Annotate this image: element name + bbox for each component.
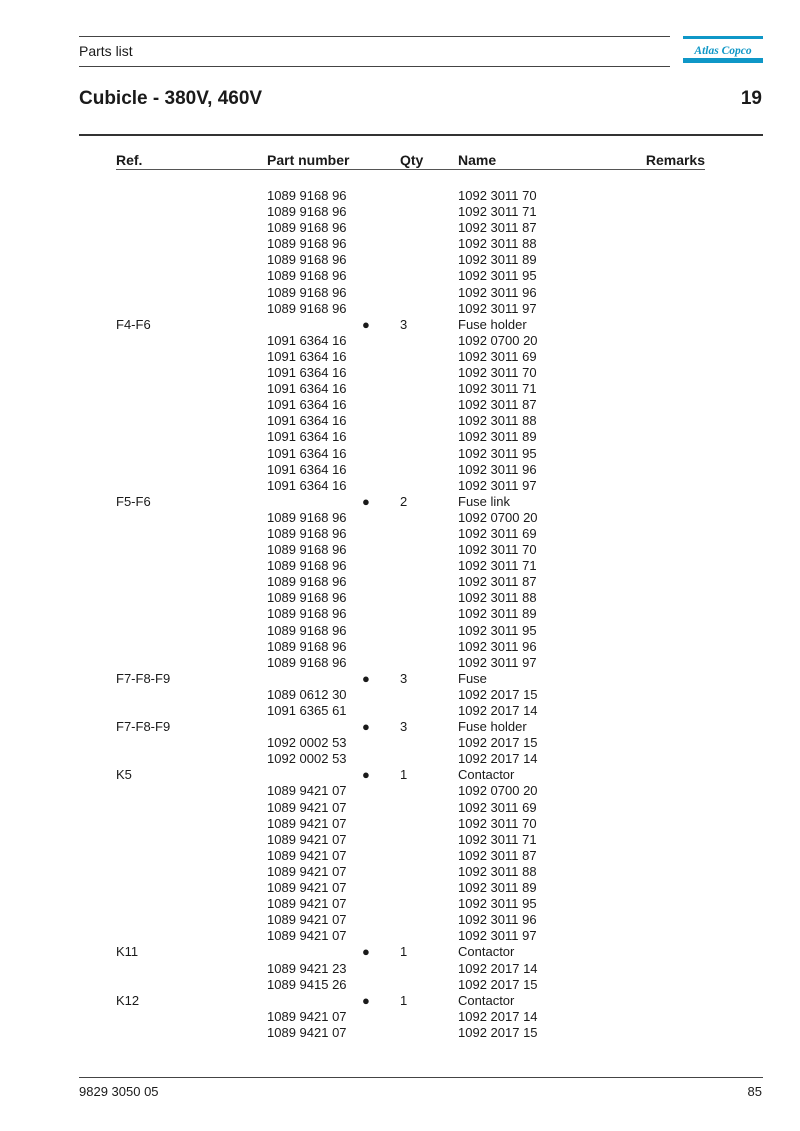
name-cell: 1092 3011 88 xyxy=(458,590,537,606)
table-row xyxy=(0,977,800,993)
name-cell: 1092 3011 89 xyxy=(458,429,537,445)
footer-doc-number: 9829 3050 05 xyxy=(79,1084,159,1099)
table-row xyxy=(0,446,800,462)
name-cell: 1092 3011 95 xyxy=(458,445,537,461)
table-row xyxy=(0,526,800,542)
ref-cell: F7-F8-F9 xyxy=(116,670,171,686)
table-row xyxy=(0,1025,800,1041)
bullet-cell: ● xyxy=(362,493,370,509)
qty-cell: 3 xyxy=(400,670,408,686)
table-row xyxy=(0,848,800,864)
qty-cell: 1 xyxy=(400,767,408,783)
table-row xyxy=(0,236,800,252)
part-number-cell: 1089 9421 07 xyxy=(267,912,347,928)
name-cell: 1092 3011 97 xyxy=(458,928,537,944)
name-cell: Fuse xyxy=(458,670,487,686)
table-row xyxy=(0,751,800,767)
part-number-cell: 1089 9421 23 xyxy=(267,960,347,976)
part-number-cell: 1091 6364 16 xyxy=(267,461,347,477)
ref-cell: K11 xyxy=(116,944,139,960)
bullet-cell: ● xyxy=(362,670,370,686)
part-number-cell: 1089 9168 96 xyxy=(267,509,347,525)
table-row xyxy=(0,671,800,687)
column-header-name: Name xyxy=(458,152,497,168)
name-cell: 1092 2017 14 xyxy=(458,1008,538,1024)
table-row xyxy=(0,381,800,397)
ref-cell: F5-F6 xyxy=(116,493,151,509)
name-cell: 1092 3011 87 xyxy=(458,397,537,413)
brand-wordmark: Atlas Copco xyxy=(694,45,752,57)
table-row xyxy=(0,687,800,703)
table-row xyxy=(0,542,800,558)
part-number-cell: 1089 9168 96 xyxy=(267,204,347,220)
name-cell: 1092 3011 70 xyxy=(458,815,537,831)
part-number-cell: 1089 9421 07 xyxy=(267,783,347,799)
name-cell: 1092 2017 15 xyxy=(458,976,538,992)
table-row xyxy=(0,462,800,478)
bullet-cell: ● xyxy=(362,719,370,735)
name-cell: 1092 3011 97 xyxy=(458,477,537,493)
name-cell: 1092 3011 71 xyxy=(458,204,537,220)
bullet-cell: ● xyxy=(362,944,370,960)
table-row xyxy=(0,317,800,333)
bullet-cell: ● xyxy=(362,767,370,783)
part-number-cell: 1089 9168 96 xyxy=(267,558,347,574)
column-header-part-number: Part number xyxy=(267,152,350,168)
table-row xyxy=(0,896,800,912)
part-number-cell: 1089 9421 07 xyxy=(267,831,347,847)
name-cell: 1092 0700 20 xyxy=(458,332,538,348)
name-cell: 1092 3011 69 xyxy=(458,525,537,541)
name-cell: 1092 3011 89 xyxy=(458,880,537,896)
table-row xyxy=(0,961,800,977)
name-cell: 1092 3011 87 xyxy=(458,220,537,236)
table-row xyxy=(0,558,800,574)
table-row xyxy=(0,188,800,204)
table-row xyxy=(0,204,800,220)
ref-cell: F4-F6 xyxy=(116,316,151,332)
part-number-cell: 1089 9421 07 xyxy=(267,880,347,896)
part-number-cell: 1089 9168 96 xyxy=(267,542,347,558)
name-cell: 1092 3011 97 xyxy=(458,300,537,316)
part-number-cell: 1089 9421 07 xyxy=(267,1024,347,1040)
ref-cell: K5 xyxy=(116,767,132,783)
header-rule-bottom xyxy=(79,66,670,67)
table-row xyxy=(0,623,800,639)
name-cell: 1092 3011 97 xyxy=(458,654,537,670)
table-row xyxy=(0,285,800,301)
footer-page-number: 85 xyxy=(747,1084,762,1099)
name-cell: 1092 3011 70 xyxy=(458,365,537,381)
qty-cell: 1 xyxy=(400,992,408,1008)
part-number-cell: 1091 6364 16 xyxy=(267,365,347,381)
name-cell: Contactor xyxy=(458,944,515,960)
table-row xyxy=(0,832,800,848)
qty-cell: 1 xyxy=(400,944,408,960)
table-row xyxy=(0,783,800,799)
name-cell: 1092 3011 96 xyxy=(458,912,537,928)
name-cell: 1092 2017 15 xyxy=(458,686,538,702)
name-cell: Fuse link xyxy=(458,493,511,509)
part-number-cell: 1089 9421 07 xyxy=(267,799,347,815)
part-number-cell: 1089 9168 96 xyxy=(267,300,347,316)
part-number-cell: 1089 9168 96 xyxy=(267,284,347,300)
qty-cell: 3 xyxy=(400,316,408,332)
name-cell: 1092 3011 88 xyxy=(458,413,537,429)
name-cell: 1092 3011 88 xyxy=(458,236,537,252)
table-row xyxy=(0,349,800,365)
part-number-cell: 1089 9168 96 xyxy=(267,606,347,622)
part-number-cell: 1089 9168 96 xyxy=(267,525,347,541)
qty-cell: 3 xyxy=(400,719,408,735)
name-cell: 1092 2017 15 xyxy=(458,735,538,751)
header-rule-top xyxy=(79,36,670,37)
table-row xyxy=(0,478,800,494)
name-cell: Fuse holder xyxy=(458,316,527,332)
name-cell: 1092 3011 71 xyxy=(458,381,537,397)
column-header-ref: Ref. xyxy=(116,152,143,168)
table-row xyxy=(0,301,800,317)
name-cell: Fuse holder xyxy=(458,719,527,735)
table-row xyxy=(0,719,800,735)
name-cell: 1092 3011 71 xyxy=(458,558,537,574)
part-number-cell: 1089 9168 96 xyxy=(267,236,347,252)
name-cell: 1092 3011 69 xyxy=(458,348,537,364)
table-row xyxy=(0,494,800,510)
part-number-cell: 1089 9421 07 xyxy=(267,928,347,944)
title-rule xyxy=(79,134,763,136)
part-number-cell: 1089 0612 30 xyxy=(267,686,347,702)
part-number-cell: 1091 6364 16 xyxy=(267,413,347,429)
name-cell: Contactor xyxy=(458,767,515,783)
table-row xyxy=(0,655,800,671)
name-cell: 1092 2017 14 xyxy=(458,703,538,718)
part-number-cell: 1092 0002 53 xyxy=(267,751,347,767)
name-cell: 1092 3011 95 xyxy=(458,896,537,912)
part-number-cell: 1091 6364 16 xyxy=(267,381,347,397)
name-cell: 1092 3011 87 xyxy=(458,847,537,863)
name-cell: 1092 3011 96 xyxy=(458,284,537,300)
bullet-cell: ● xyxy=(362,992,370,1008)
part-number-cell: 1091 6364 16 xyxy=(267,429,347,445)
table-row xyxy=(0,413,800,429)
name-cell: 1092 2017 14 xyxy=(458,751,538,767)
table-row xyxy=(0,268,800,284)
table-row xyxy=(0,429,800,445)
name-cell: 1092 2017 15 xyxy=(458,1024,538,1040)
part-number-cell: 1089 9168 96 xyxy=(267,638,347,654)
part-number-cell: 1089 9168 96 xyxy=(267,654,347,670)
name-cell: 1092 3011 70 xyxy=(458,542,537,558)
table-row xyxy=(0,912,800,928)
column-header-rule xyxy=(116,169,705,170)
part-number-cell: 1089 9421 07 xyxy=(267,847,347,863)
table-row xyxy=(0,365,800,381)
table-row xyxy=(0,333,800,349)
name-cell: 1092 3011 96 xyxy=(458,461,537,477)
part-number-cell: 1089 9168 96 xyxy=(267,590,347,606)
part-number-cell: 1089 9168 96 xyxy=(267,220,347,236)
name-cell: Contactor xyxy=(458,992,515,1008)
qty-cell: 2 xyxy=(400,493,408,509)
table-row xyxy=(0,928,800,944)
name-cell: 1092 3011 89 xyxy=(458,606,537,622)
part-number-cell: 1089 9421 07 xyxy=(267,896,347,912)
page-title: Cubicle - 380V, 460V xyxy=(79,88,263,109)
table-row xyxy=(0,1009,800,1025)
name-cell: 1092 3011 95 xyxy=(458,622,537,638)
footer-rule xyxy=(79,1077,763,1078)
parts-table xyxy=(0,188,800,1041)
table-row xyxy=(0,864,800,880)
name-cell: 1092 0700 20 xyxy=(458,509,538,525)
part-number-cell: 1089 9168 96 xyxy=(267,252,347,268)
table-row xyxy=(0,574,800,590)
table-row xyxy=(0,800,800,816)
table-row xyxy=(0,735,800,751)
bullet-cell: ● xyxy=(362,316,370,332)
part-number-cell: 1091 6364 16 xyxy=(267,477,347,493)
name-cell: 1092 3011 89 xyxy=(458,252,537,268)
part-number-cell: 1091 6364 16 xyxy=(267,348,347,364)
column-header-remarks: Remarks xyxy=(645,152,705,168)
table-row xyxy=(0,816,800,832)
part-number-cell: 1091 6364 16 xyxy=(267,445,347,461)
part-number-cell: 1089 9168 96 xyxy=(267,574,347,590)
section-number: 19 xyxy=(740,88,762,109)
table-row xyxy=(0,639,800,655)
part-number-cell: 1089 9168 96 xyxy=(267,188,347,203)
name-cell: 1092 3011 88 xyxy=(458,863,537,879)
atlas-copco-logo xyxy=(683,36,763,66)
table-row xyxy=(0,590,800,606)
table-row xyxy=(0,606,800,622)
ref-cell: K12 xyxy=(116,992,140,1008)
table-row xyxy=(0,397,800,413)
table-row xyxy=(0,944,800,960)
part-number-cell: 1089 9168 96 xyxy=(267,622,347,638)
name-cell: 1092 3011 70 xyxy=(458,188,537,203)
part-number-cell: 1089 9421 07 xyxy=(267,1008,347,1024)
part-number-cell: 1091 6365 61 xyxy=(267,703,347,718)
name-cell: 1092 3011 96 xyxy=(458,638,537,654)
table-row xyxy=(0,220,800,236)
table-row xyxy=(0,703,800,719)
name-cell: 1092 3011 95 xyxy=(458,268,537,284)
table-row xyxy=(0,880,800,896)
part-number-cell: 1091 6364 16 xyxy=(267,332,347,348)
column-header-qty: Qty xyxy=(400,152,424,168)
table-row xyxy=(0,767,800,783)
name-cell: 1092 2017 14 xyxy=(458,960,538,976)
name-cell: 1092 3011 87 xyxy=(458,574,537,590)
part-number-cell: 1089 9168 96 xyxy=(267,268,347,284)
part-number-cell: 1092 0002 53 xyxy=(267,735,347,751)
table-row xyxy=(0,252,800,268)
ref-cell: F7-F8-F9 xyxy=(116,719,171,735)
table-row xyxy=(0,510,800,526)
name-cell: 1092 3011 69 xyxy=(458,799,537,815)
part-number-cell: 1089 9415 26 xyxy=(267,976,347,992)
table-row xyxy=(0,993,800,1009)
part-number-cell: 1089 9421 07 xyxy=(267,815,347,831)
part-number-cell: 1089 9421 07 xyxy=(267,863,347,879)
part-number-cell: 1091 6364 16 xyxy=(267,397,347,413)
name-cell: 1092 0700 20 xyxy=(458,783,538,799)
name-cell: 1092 3011 71 xyxy=(458,831,537,847)
header-label: Parts list xyxy=(79,43,133,59)
